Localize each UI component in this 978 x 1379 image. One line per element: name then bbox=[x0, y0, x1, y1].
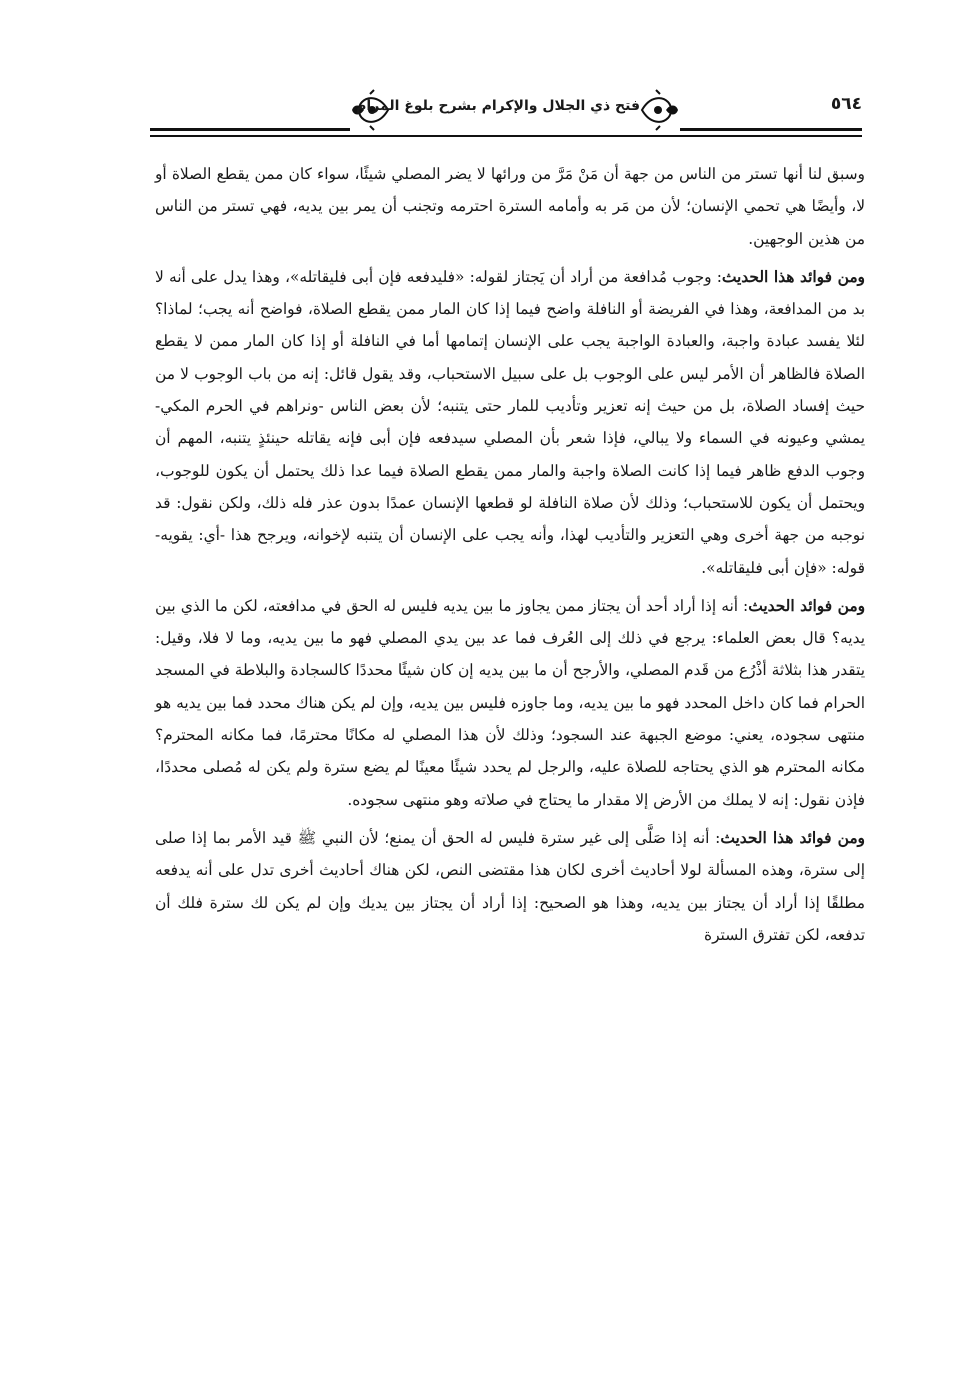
page-body bbox=[155, 158, 865, 951]
paragraph bbox=[155, 590, 865, 816]
paragraph-text: : أنه إذا صَلَّى إلى غير سترة فليس له الحق أن يمنع؛ لأن النبي ﷺ قيد الأمر بما إذا صلى إلى سترة، وهذه المسألة لولا أحاديث أخرى لكان هذا مقتضى النص، لكن هناك أحاديث أخرى تدل على أنه يدفعه مطلقًا إذا أراد أن يجتاز بين يديه، وهذا هو الصحيح: إذا أراد أن يجتاز بين يديك وإن لم يكن لك سترة فلك أن تدفعه، لكن تفترق السترة bbox=[155, 828, 865, 944]
paragraph-text: وسبق لنا أنها تستر من الناس من جهة أن مَنْ مَرَّ من ورائها لا يضر المصلي شيئًا، سواء كان ممن يقطع الصلاة أو لا، وأيضًا هي تحمي الإنسان؛ لأن من مَر به وأمامه السترة احترمه وتجنب أن يمر بين يديه، فهي تستر من الناس من هذين الوجهين. bbox=[155, 165, 865, 248]
paragraph-lead: ومن فوائد هذا الحديث bbox=[721, 267, 865, 286]
paragraph-lead: ومن فوائد هذا الحديث bbox=[720, 828, 865, 847]
paragraph-lead: ومن فوائد الحديث bbox=[748, 596, 866, 615]
ornament-right-icon bbox=[640, 88, 680, 132]
header-rule-bottom bbox=[150, 135, 862, 137]
paragraph bbox=[155, 261, 865, 584]
paragraph-text: : أنه إذا أراد أحد أن يجتاز ممن يجاوز ما بين يديه فليس له الحق في مدافعته، لكن ما الذي بين يديه؟ قال بعض العلماء: يرجع في ذلك إلى العُرف فما عد بين يدي المصلي فهو ما بين يديه، وما لا فلا، وقيل: يتقدر هذا بثلاثة أذْرُع من قَدم المصلي، والأرجح أن ما بين يديه إن كان شيئًا محددًا كالسجادة والبلاطة في المسجد الحرام فما كان داخل المحدد فهو ما بين يديه، وما جاوزه فليس بين يديه، وإن لم يكن هناك محدد فما بين يديه هو منتهى سجوده، يعني: موضع الجبهة عند السجود؛ وذلك لأن هذا المصلي له مكانًا محترمًا، فما مكانه المحترم؟ مكانه المحترم هو الذي يحتاجه للصلاة عليه، والرجل لم يحدد شيئًا معينًا لم يضع سترة ولم يكن له مُصلى محددًا، فإذن نقول: إنه لا يملك من الأرض إلا مقدار ما يحتاج في صلاته وهو منتهى سجوده. bbox=[155, 596, 865, 809]
paragraph-text: : وجوب مُدافعة من أراد أن يَجتاز لقوله: «فليدفعه فإن أبى فليقاتله»، وهذا يدل على أنه لا بد من المدافعة، وهذا في الفريضة أو النافلة واضح فيما إذا كان المار ممن يقطع الصلاة، فواضح أنه يجب؛ لماذا؟ لئلا يفسد عبادة واجبة، والعبادة الواجبة يجب على الإنسان إتمامها أما في النافلة أو إذا كان المار ممن لا يقطع الصلاة فالظاهر أن الأمر ليس على الوجوب بل على سبيل الاستحباب، وقد يقول قائل: إنه من باب الوجوب لا من حيث إفساد الصلاة، بل من حيث إنه تعزير وتأديب للمار حتى يتنبه؛ لأن بعض الناس -ونراهم في الحرم المكي- يمشي وعيونه في السماء ولا يبالي، فإذا شعر بأن المصلي سيدفعه فإن أبى فإنه يقاتله حينئذٍ يتنبه، المهم أن وجوب الدفع ظاهر فيما إذا كانت الصلاة واجبة والمار ممن يقطع الصلاة فيما عدا ذلك يحتمل أن يكون للوجوب، ويحتمل أن يكون للاستحباب؛ وذلك لأن صلاة النافلة لو قطعها الإنسان عمدًا بدون عذر فله ذلك، ولكن نقول: قد نوجبه من جهة أخرى وهي التعزير والتأديب لهذا، وأنه يجب على الإنسان أن يتنبه لإخوانه، ويرجح هذا -أي: يقويه- قوله: «فإن أبى فليقاتله». bbox=[155, 267, 866, 577]
page-number: ٥٦٤ bbox=[823, 94, 862, 114]
page-header bbox=[150, 88, 862, 158]
paragraph bbox=[155, 158, 865, 255]
header-title-cartouche bbox=[350, 88, 680, 132]
book-title: فتح ذي الجلال والإكرام بشرح بلوغ المرام bbox=[356, 98, 640, 114]
paragraph bbox=[155, 822, 865, 951]
